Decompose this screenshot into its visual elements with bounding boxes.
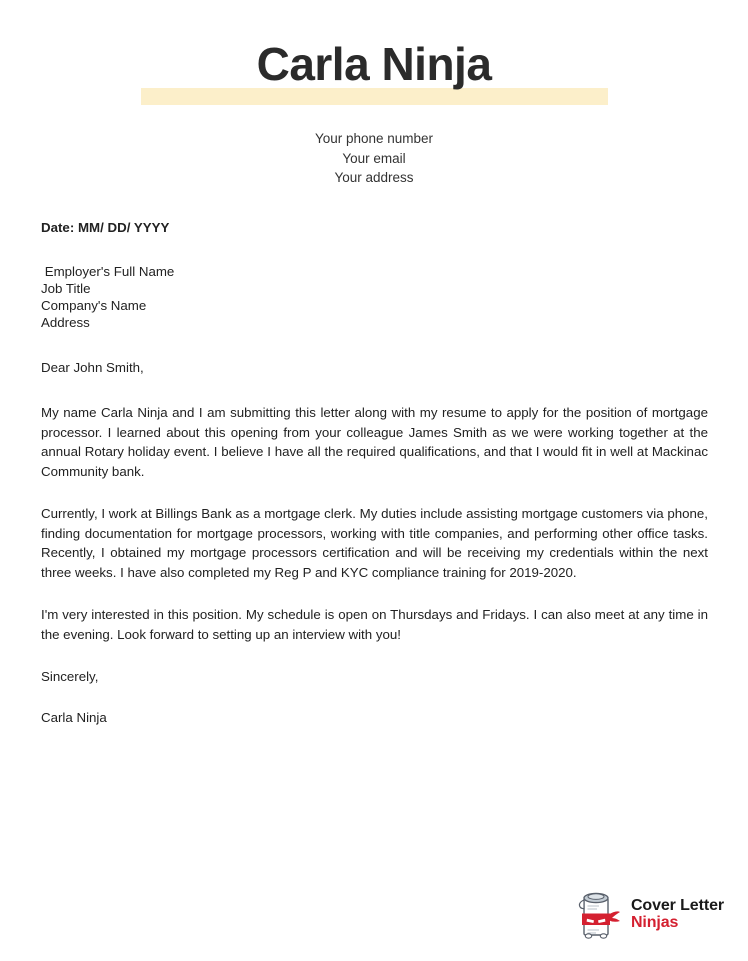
contact-block (0, 129, 748, 188)
body-paragraph-1: My name Carla Ninja and I am submitting this letter along with my resume to apply for the position of mortgage processor. I learned about this opening from your colleague James Smith as we were working together at the annual Rotary holiday event. I believe I have all the required qualifications, and that I would fit in well at Mackinac Community bank. (41, 405, 708, 479)
brand-logo (573, 889, 724, 939)
name-block (0, 36, 748, 106)
ninja-scroll-icon (573, 889, 621, 939)
brand-name-line1: Cover Letter (630, 896, 724, 914)
brand-name-line2: Ninjas (630, 914, 679, 931)
contact-address: Your address (334, 170, 414, 185)
recipient-address: Address (41, 315, 90, 330)
body-paragraph-2: Currently, I work at Billings Bank as a mortgage clerk. My duties include assisting mortgage customers via phone, finding documentation for mortgage processors, working with title companies, and performing other office tasks. Recently, I obtained my mortgage processors certification and will be receiving my credentials within the next three weeks. I have also completed my Reg P and KYC compliance training for 2019-2020. (41, 506, 708, 580)
date-line: Date: MM/ DD/ YYYY (41, 220, 170, 235)
recipient-company: Company's Name (41, 298, 147, 313)
letter-header (0, 36, 748, 106)
recipient-block (41, 263, 708, 331)
letter-body (41, 218, 708, 727)
closing-line: Sincerely, (41, 669, 99, 684)
page-title: Carla Ninja (256, 38, 492, 90)
body-paragraph-3: I'm very interested in this position. My schedule is open on Thursdays and Fridays. I can also meet at any time in the evening. Look forward to setting up an interview with you! (41, 607, 708, 642)
salutation: Dear John Smith, (41, 360, 144, 375)
recipient-name: Employer's Full Name (41, 264, 175, 279)
contact-email: Your email (342, 150, 406, 166)
contact-phone: Your phone number (314, 131, 434, 146)
signature-name: Carla Ninja (41, 710, 107, 725)
recipient-job-title: Job Title (41, 281, 91, 296)
brand-logo-text (631, 897, 724, 932)
